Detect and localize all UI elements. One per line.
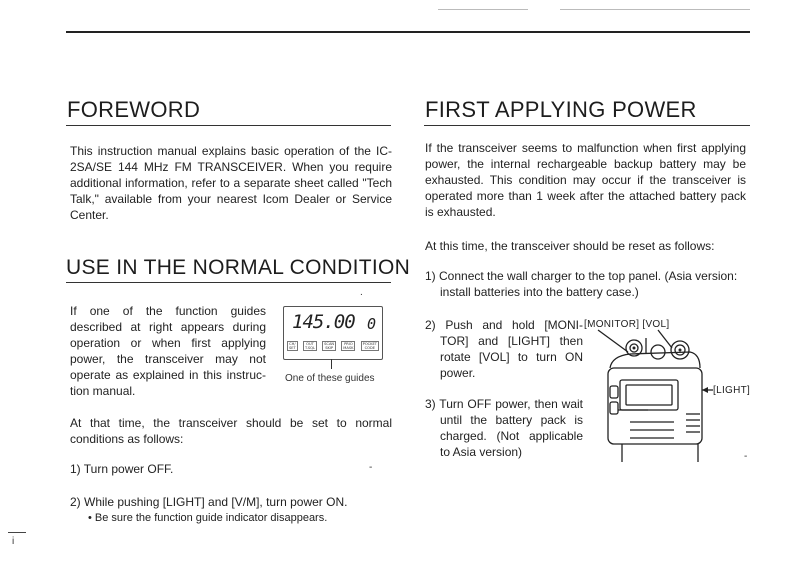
lcd-guide: OUT T.SQL [304, 342, 315, 350]
normal-step-1: 1) Turn power OFF. [70, 462, 174, 476]
scan-mark: - [744, 451, 748, 462]
normal-condition-then: At that time, the transceiver should be set to normal conditions as follows: [70, 416, 392, 446]
caption-leader-line [331, 359, 332, 369]
normal-step-2: 2) While pushing [LIGHT] and [V/M], turn power ON. [70, 495, 348, 509]
normal-condition-heading-rule [66, 282, 391, 283]
scan-mark: - [369, 462, 373, 473]
lcd-guide: POCKET CODE [362, 342, 377, 350]
scan-mark [438, 9, 528, 10]
first-power-body: If the transceiver seems to malfunction when first applying power, the internal rechargeable backup battery may be exhausted. This condition may occur if the transceiver is operated more than 1 week after the attached battery pack is exhausted. [425, 141, 746, 219]
scan-mark [560, 9, 750, 10]
normal-condition-heading: USE IN THE NORMAL CONDITION [66, 256, 411, 279]
lcd-display-illustration [283, 306, 383, 360]
normal-condition-intro: If one of the function guides described at right appears during operation or when first applying power, the transceiver may not operate as explained in this instruc-tion manual. [70, 304, 266, 398]
lcd-guide: CH/ SET [289, 342, 296, 350]
foreword-heading: FOREWORD [67, 97, 201, 122]
scan-mark: . [360, 287, 363, 298]
lcd-guide: PRIO MASK [343, 342, 354, 350]
lcd-function-guides [287, 341, 379, 351]
first-power-step-2: 2) Push and hold [MONI-TOR] and [LIGHT] then rotate [VOL] to turn ON power. [425, 318, 583, 380]
first-power-heading-rule [424, 125, 750, 126]
first-power-reset-intro: At this time, the transceiver should be reset as follows: [425, 239, 715, 253]
transceiver-illustration [590, 328, 725, 463]
light-label: [LIGHT] [713, 385, 751, 396]
foreword-body: This instruction manual explains basic operation of the IC-2SA/SE 144 MHz FM TRANSCEIVER. When you require additional information, refer to a separate sheet called "Tech Talk," available from your nearest Icom Dealer or Service Center. [70, 144, 392, 222]
top-rule [66, 31, 750, 33]
page-number: i [12, 536, 15, 547]
monitor-vol-label: [MONITOR] [VOL] [584, 319, 670, 330]
first-power-step-1: 1) Connect the wall charger to the top panel. (Asia version: install batteries into the battery case.) [425, 269, 738, 299]
first-power-heading: FIRST APPLYING POWER [425, 97, 697, 122]
lcd-caption: One of these guides [285, 373, 375, 384]
lcd-guide: SCAN SKIP [324, 342, 335, 350]
normal-step-2-note: • Be sure the function guide indicator disappears. [88, 512, 328, 524]
lcd-frequency: 145.00 [292, 311, 355, 333]
first-power-step-3: 3) Turn OFF power, then wait until the battery pack is charged. (Not applicable to Asia version) [425, 397, 583, 459]
lcd-channel: 0 [366, 315, 376, 333]
page-number-rule [8, 532, 26, 533]
foreword-heading-rule [66, 125, 391, 126]
